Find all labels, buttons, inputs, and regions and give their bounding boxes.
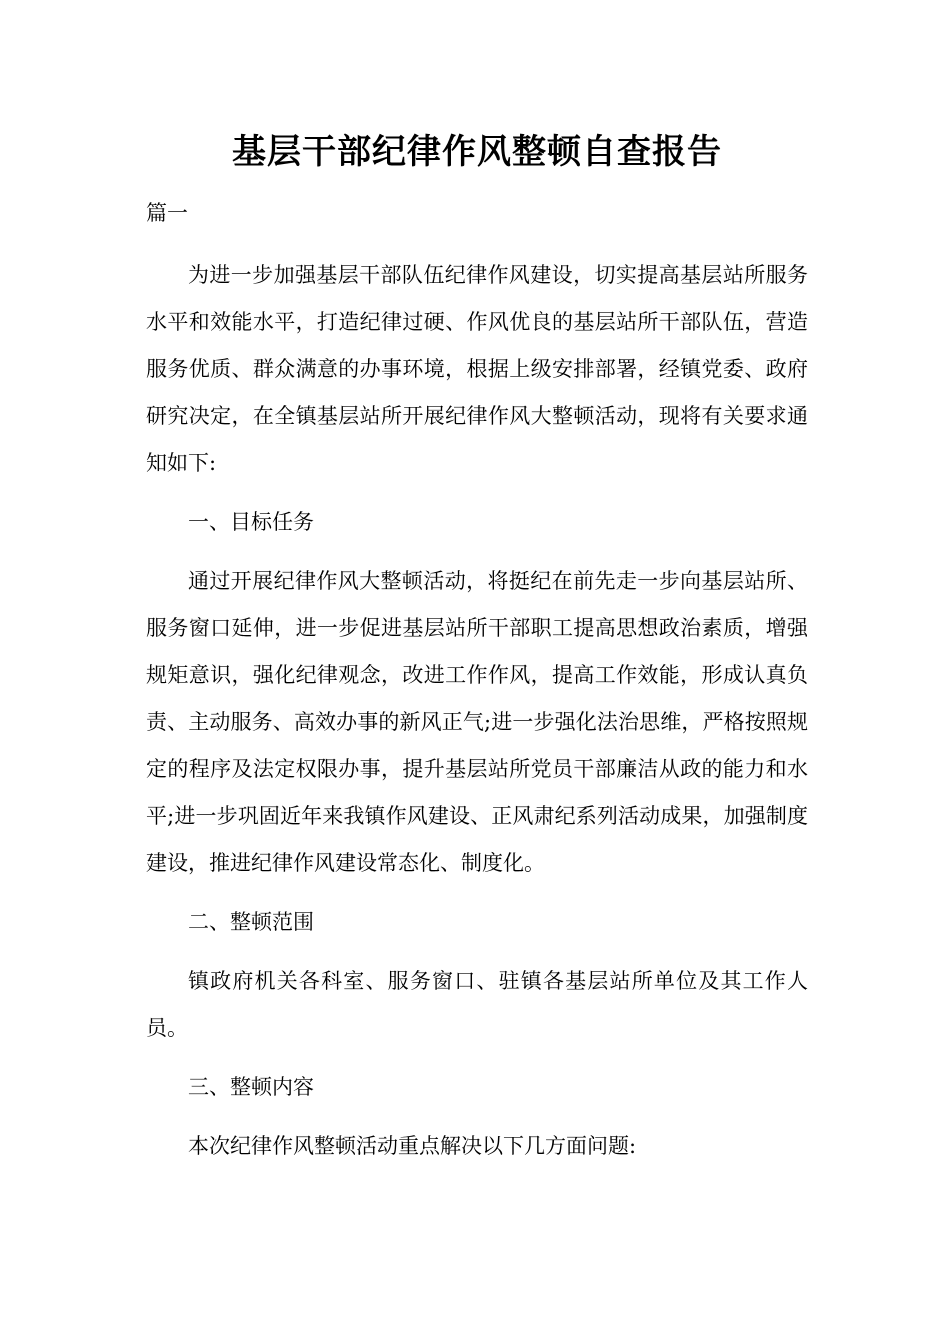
paragraph-goals: 通过开展纪律作风大整顿活动，将挺纪在前先走一步向基层站所、服务窗口延伸，进一步促进基层站所干部职工提高思想政治素质，增强规矩意识，强化纪律观念，改进工作作风，提高工作效能，形成认真负责、主动服务、高效办事的新风正气;进一步强化法治思维，严格按照规定的程序及法定权限办事，提升基层站所党员干部廉洁从政的能力和水平;进一步巩固近年来我镇作风建设、正风肃纪系列活动成果，加强制度建设，推进纪律作风建设常态化、制度化。	[146, 569, 808, 875]
heading-scope: 二、整顿范围	[188, 910, 314, 934]
paragraph-scope: 镇政府机关各科室、服务窗口、驻镇各基层站所单位及其工作人员。	[146, 969, 808, 1040]
heading-content: 三、整顿内容	[188, 1075, 314, 1099]
document-title: 基层干部纪律作风整顿自查报告	[232, 132, 722, 172]
paragraph-content: 本次纪律作风整顿活动重点解决以下几方面问题:	[188, 1134, 637, 1158]
paragraph-intro: 为进一步加强基层干部队伍纪律作风建设，切实提高基层站所服务水平和效能水平，打造纪律过硬、作风优良的基层站所干部队伍，营造服务优质、群众满意的办事环境，根据上级安排部署，经镇党委、政府研究决定，在全镇基层站所开展纪律作风大整顿活动，现将有关要求通知如下:	[146, 263, 808, 475]
section-label: 篇一	[146, 201, 188, 225]
document-page	[146, 128, 808, 1170]
heading-goals: 一、目标任务	[188, 510, 314, 534]
